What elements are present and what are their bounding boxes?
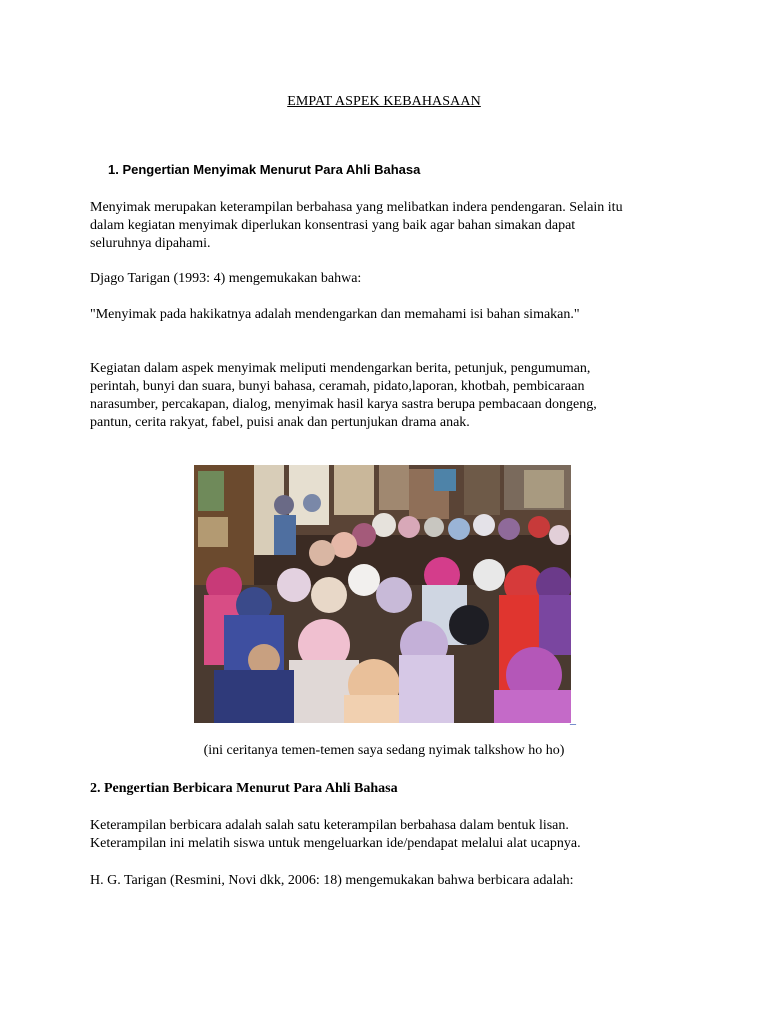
text-line: pantun, cerita rakyat, fabel, puisi anak dan pertunjukan drama anak. [90,415,470,430]
section-1-paragraph-3 [90,360,690,432]
photo-caption: (ini ceritanya temen-temen saya sedang nyimak talkshow ho ho) [203,743,565,758]
text-line: perintah, bunyi dan suara, bunyi bahasa, ceramah, pidato,laporan, khotbah, pembicaraan [90,379,585,394]
section-1-heading: 1. Pengertian Menyimak Menurut Para Ahli Bahasa [108,162,421,177]
photo-link-mark[interactable]: _ [570,712,576,726]
text-line: seluruhnya dipahami. [90,236,211,251]
text-line: Menyimak merupakan keterampilan berbahasa yang melibatkan indera pendengaran. Selain itu [90,200,623,215]
audience-photo-illustration [194,465,571,723]
audience-photo [194,465,571,723]
section-2-paragraph-2: H. G. Tarigan (Resmini, Novi dkk, 2006: 18) mengemukakan bahwa berbicara adalah: [90,873,574,888]
text-line: Keterampilan berbicara adalah salah satu keterampilan berbahasa dalam bentuk lisan. [90,818,569,833]
text-line: Kegiatan dalam aspek menyimak meliputi mendengarkan berita, petunjuk, pengumuman, [90,361,591,376]
section-1-paragraph-2: Djago Tarigan (1993: 4) mengemukakan bahwa: [90,271,362,286]
document-title: EMPAT ASPEK KEBAHASAAN [287,94,481,109]
section-1-quote: "Menyimak pada hakikatnya adalah mendengarkan dan memahami isi bahan simakan." [90,307,580,322]
section-2-paragraph-1 [90,817,690,853]
section-1-paragraph-1 [90,199,690,253]
section-2-heading: 2. Pengertian Berbicara Menurut Para Ahli Bahasa [90,781,398,796]
text-line: narasumber, percakapan, dialog, menyimak hasil karya sastra berupa pembacaan dongeng, [90,397,597,412]
text-line: dalam kegiatan menyimak diperlukan konsentrasi yang baik agar bahan simakan dapat [90,218,576,233]
text-line: Keterampilan ini melatih siswa untuk mengeluarkan ide/pendapat melalui alat ucapnya. [90,836,581,851]
